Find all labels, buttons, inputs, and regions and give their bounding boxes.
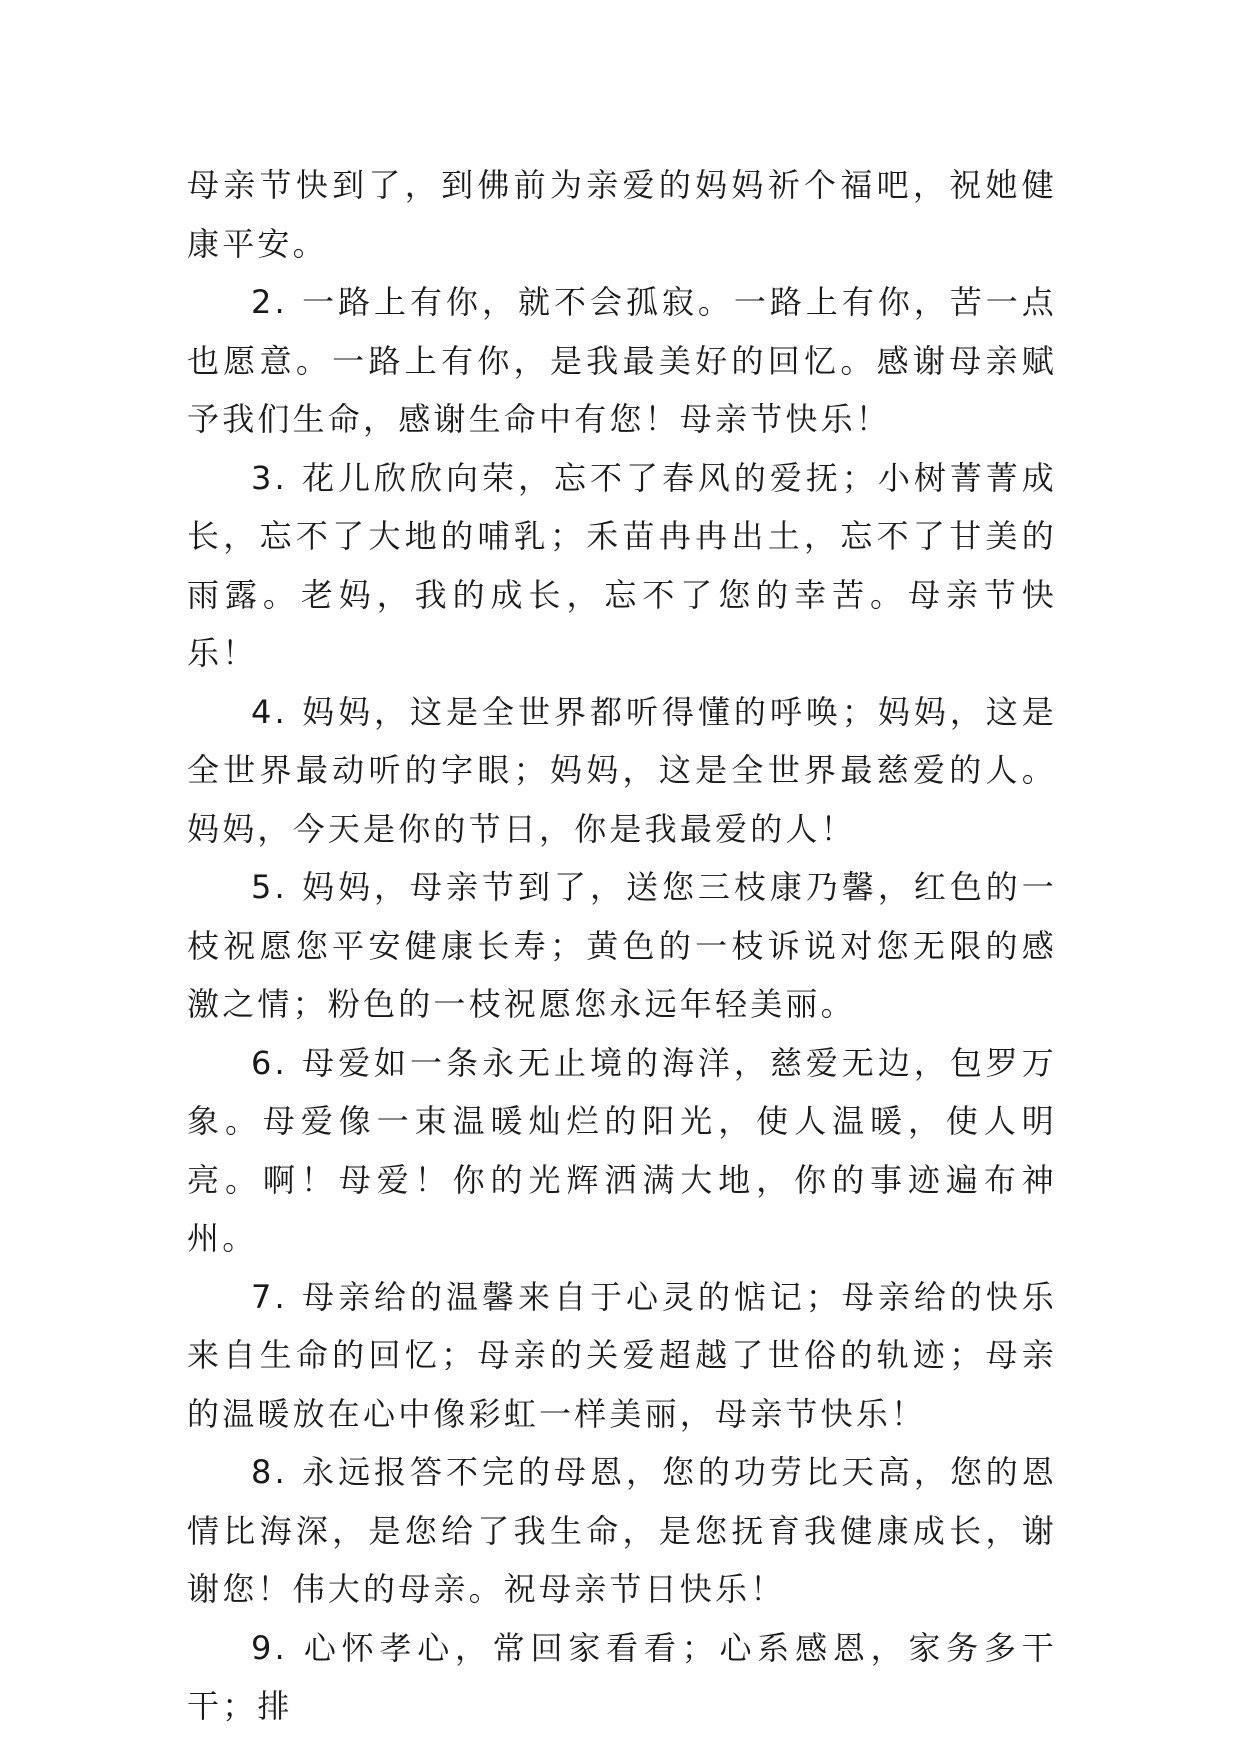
paragraph-3: 3. 花儿欣欣向荣，忘不了春风的爱抚；小树菁菁成长，忘不了大地的哺乳；禾苗冉冉出土，忘不了甘美的雨露。老妈，我的成长，忘不了您的幸苦。母亲节快乐！ — [187, 458, 1057, 672]
document-body — [187, 156, 1057, 1736]
paragraph-7: 7. 母亲给的温馨来自于心灵的惦记；母亲给的快乐来自生命的回忆；母亲的关爱超越了世俗的轨迹；母亲的温暖放在心中像彩虹一样美丽，母亲节快乐！ — [187, 1277, 1057, 1433]
paragraph-9: 9. 心怀孝心，常回家看看；心系感恩，家务多干干；排 — [187, 1628, 1057, 1725]
paragraph-4: 4. 妈妈，这是全世界都听得懂的呼唤；妈妈，这是全世界最动听的字眼；妈妈，这是全世界最慈爱的人。妈妈，今天是你的节日，你是我最爱的人！ — [187, 692, 1057, 848]
paragraph-1: 母亲节快到了，到佛前为亲爱的妈妈祈个福吧，祝她健康平安。 — [187, 166, 1057, 263]
paragraph-8: 8. 永远报答不完的母恩，您的功劳比天高，您的恩情比海深，是您给了我生命，是您抚育我健康成长，谢谢您！伟大的母亲。祝母亲节日快乐！ — [187, 1453, 1057, 1608]
paragraph-5: 5. 妈妈，母亲节到了，送您三枝康乃馨，红色的一枝祝愿您平安健康长寿；黄色的一枝诉说对您无限的感激之情；粉色的一枝祝愿您永远年轻美丽。 — [187, 868, 1057, 1023]
paragraph-2: 2. 一路上有你，就不会孤寂。一路上有你，苦一点也愿意。一路上有你，是我最美好的回忆。感谢母亲赋予我们生命，感谢生命中有您！母亲节快乐！ — [187, 283, 1057, 438]
paragraph-6: 6. 母爱如一条永无止境的海洋，慈爱无边，包罗万象。母爱像一束温暖灿烂的阳光，使人温暖，使人明亮。啊！母爱！你的光辉洒满大地，你的事迹遍布神州。 — [187, 1043, 1057, 1257]
